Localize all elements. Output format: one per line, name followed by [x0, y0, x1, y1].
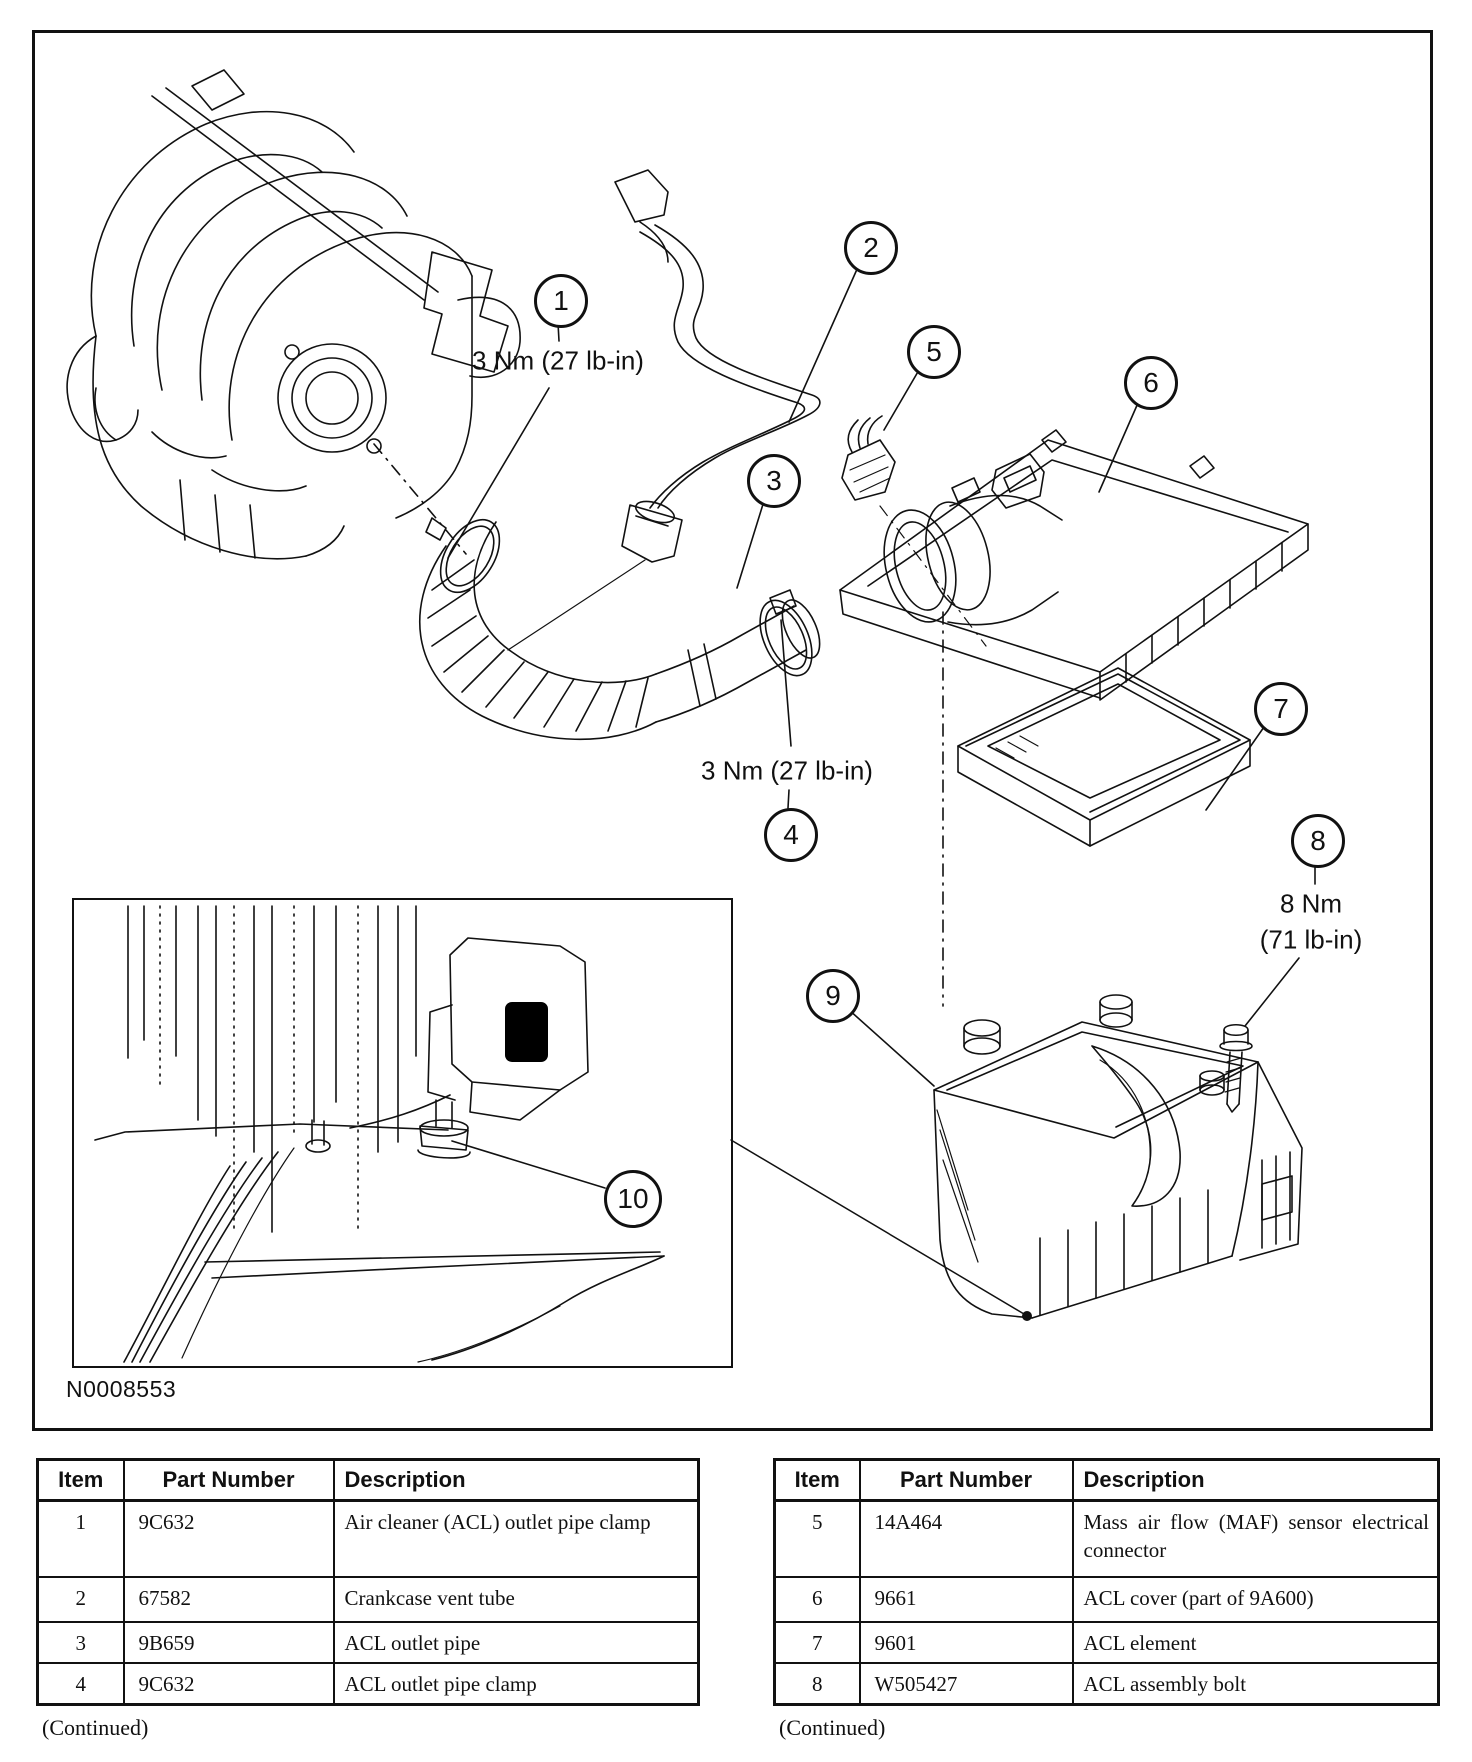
continued-label-left: (Continued) [42, 1715, 149, 1740]
callout-5 [907, 325, 961, 379]
cell-part-number: 14A464 [860, 1501, 1073, 1578]
cell-item: 7 [775, 1622, 860, 1663]
torque-label-4: 3 Nm (27 lb-in) [701, 755, 873, 786]
parts-table-right-grid [773, 1458, 1440, 1706]
callout-3 [747, 454, 801, 508]
callout-10-number: 10 [617, 1183, 649, 1214]
cell-item: 1 [38, 1501, 124, 1578]
callout-8 [1291, 814, 1345, 868]
cell-part-number: 9B659 [124, 1622, 334, 1663]
table-row [775, 1577, 1439, 1622]
cell-item: 4 [38, 1663, 124, 1705]
header-description: Description [1073, 1460, 1439, 1501]
cell-description: ACL element [1073, 1622, 1439, 1663]
cell-part-number: 9601 [860, 1622, 1073, 1663]
cell-item: 2 [38, 1577, 124, 1622]
cell-part-number: W505427 [860, 1663, 1073, 1705]
callout-8-number: 8 [1310, 825, 1326, 856]
header-item: Item [775, 1460, 860, 1501]
table-row [775, 1663, 1439, 1705]
callout-5-number: 5 [926, 336, 942, 367]
inset-detail-border [72, 898, 733, 1368]
callout-1 [534, 274, 588, 328]
callout-6 [1124, 356, 1178, 410]
table-row [38, 1663, 699, 1705]
cell-description: ACL outlet pipe clamp [334, 1663, 699, 1705]
parts-table-right [773, 1458, 1437, 1741]
cell-item: 8 [775, 1663, 860, 1705]
table-header-row [38, 1460, 699, 1501]
cell-description: ACL outlet pipe [334, 1622, 699, 1663]
torque-label-1: 3 Nm (27 lb-in) [472, 345, 644, 376]
callout-4 [764, 808, 818, 862]
callout-9 [806, 969, 860, 1023]
callout-2-number: 2 [863, 232, 879, 263]
cell-description: Air cleaner (ACL) outlet pipe clamp [334, 1501, 699, 1578]
callout-9-number: 9 [825, 980, 841, 1011]
cell-item: 6 [775, 1577, 860, 1622]
cell-description: ACL assembly bolt [1073, 1663, 1439, 1705]
callout-7 [1254, 682, 1308, 736]
table-row [775, 1501, 1439, 1578]
cell-description: ACL cover (part of 9A600) [1073, 1577, 1439, 1622]
cell-part-number: 9C632 [124, 1501, 334, 1578]
callout-10 [604, 1170, 662, 1228]
cell-part-number: 67582 [124, 1577, 334, 1622]
table-row [38, 1577, 699, 1622]
table-row [775, 1622, 1439, 1663]
callout-4-number: 4 [783, 819, 799, 850]
cell-part-number: 9C632 [124, 1663, 334, 1705]
parts-table-left [36, 1458, 697, 1741]
callout-2 [844, 221, 898, 275]
figure-id-label: N0008553 [66, 1376, 177, 1402]
cell-item: 3 [38, 1622, 124, 1663]
callout-7-number: 7 [1273, 693, 1289, 724]
table-row [38, 1622, 699, 1663]
callout-1-number: 1 [553, 285, 569, 316]
cell-description: Mass air flow (MAF) sensor electrical connector [1073, 1501, 1439, 1578]
callout-6-number: 6 [1143, 367, 1159, 398]
header-description: Description [334, 1460, 699, 1501]
cell-item: 5 [775, 1501, 860, 1578]
header-part-number: Part Number [860, 1460, 1073, 1501]
cell-description: Crankcase vent tube [334, 1577, 699, 1622]
cell-part-number: 9661 [860, 1577, 1073, 1622]
torque-label-8-line1: 8 Nm [1279, 888, 1343, 919]
table-row [38, 1501, 699, 1578]
header-part-number: Part Number [124, 1460, 334, 1501]
continued-label-right: (Continued) [779, 1715, 886, 1740]
torque-label-8-line2: (71 lb-in) [1259, 924, 1363, 955]
parts-table-left-grid [36, 1458, 700, 1706]
header-item: Item [38, 1460, 124, 1501]
callout-3-number: 3 [766, 465, 782, 496]
table-header-row [775, 1460, 1439, 1501]
